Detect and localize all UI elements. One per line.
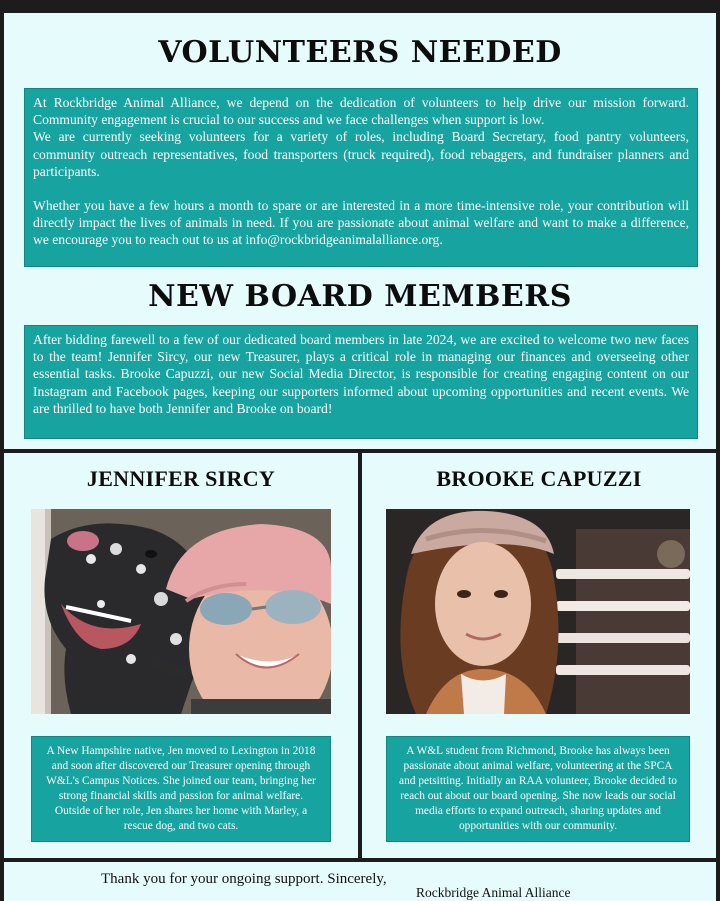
brooke-photo xyxy=(386,509,690,714)
volunteers-paragraph-3: Whether you have a few hours a month to spare or are interested in a more time-intensive role, your contribution will directly impact the lives of animals in need. If you are passionate about animal welfare and want to make a difference, we encourage you to reach out to us at info@rockbridgeanimalalliance.org. xyxy=(33,198,689,248)
member-card-jennifer xyxy=(4,453,358,858)
board-text-box xyxy=(24,325,698,439)
board-heading: NEW BOARD MEMBERS xyxy=(148,279,572,314)
signature: Rockbridge Animal Alliance xyxy=(416,885,571,900)
brooke-portrait-image xyxy=(386,509,690,714)
member-bio-jennifer: A New Hampshire native, Jen moved to Lexington in 2018 and soon after discovered our Treasurer opening through W&L's Campus Notices. She joined our team, bringing her strong financial skills and passion for animal welfare. Outside of her role, Jen shares her home with Marley, a rescue dog, and two cats. xyxy=(31,736,331,842)
volunteers-text-box xyxy=(24,88,698,267)
member-bio-brooke: A W&L student from Richmond, Brooke has always been passionate about animal welfare, volunteering at the SPCA and petsitting. Initially an RAA volunteer, Brooke decided to reach out about our board opening. She now leads our social media efforts to expand outreach, sharing updates and opportunities with our community. xyxy=(386,736,690,842)
jennifer-photo xyxy=(31,509,331,714)
board-paragraph: After bidding farewell to a few of our dedicated board members in late 2024, we are excited to welcome two new faces to the team! Jennifer Sircy, our new Treasurer, plays a critical role in managing our finances and overseeing other essential tasks. Brooke Capuzzi, our new Social Media Director, is responsible for creating engaging content on our Instagram and Facebook pages, keeping our supporters informed about upcoming opportunities and recent events. We are thrilled to have both Jennifer and Brooke on board! xyxy=(33,332,689,416)
jennifer-with-dog-image xyxy=(31,509,331,714)
closing-message: Thank you for your ongoing support. Sincerely, xyxy=(101,871,387,887)
announcements-panel xyxy=(4,13,716,449)
member-name-jennifer: JENNIFER SIRCY xyxy=(86,466,276,491)
volunteers-paragraph-1: At Rockbridge Animal Alliance, we depend on the dedication of volunteers to help drive our mission forward. Community engagement is crucial to our success and we face challenges when support is low. xyxy=(33,95,689,128)
volunteers-heading: VOLUNTEERS NEEDED xyxy=(158,35,562,70)
member-card-brooke xyxy=(362,453,716,858)
closing-panel xyxy=(4,862,716,901)
volunteers-paragraph-2: We are currently seeking volunteers for a variety of roles, including Board Secretary, food pantry volunteers, community outreach representatives, food transporters (truck required), food rebaggers, and fundraiser planners and participants. xyxy=(33,129,689,179)
member-name-brooke: BROOKE CAPUZZI xyxy=(436,466,642,491)
